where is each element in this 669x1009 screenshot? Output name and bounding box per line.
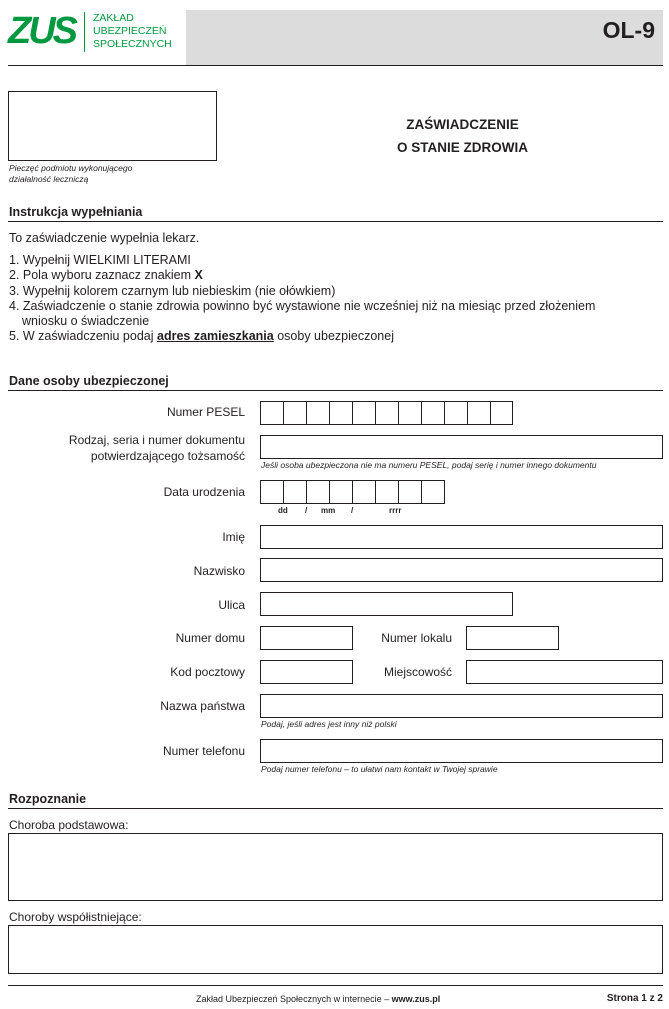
birth-date-input[interactable]: [260, 480, 445, 504]
pesel-cell: [376, 402, 399, 424]
pesel-label: Numer PESEL: [166, 405, 245, 419]
pesel-cell: [399, 402, 422, 424]
last-name-label: Nazwisko: [193, 564, 245, 578]
header-rule: [8, 65, 663, 66]
document-title: [300, 113, 625, 159]
flat-number-label: Numer lokalu: [381, 631, 452, 645]
form-code: OL-9: [602, 17, 655, 43]
birth-date-sep2: /: [351, 506, 354, 515]
footer-rule: [8, 985, 663, 986]
stamp-caption-line1: Pieczęć podmiotu wykonującego: [9, 163, 133, 173]
logo-divider: [84, 12, 85, 52]
diagnosis-heading: Rozpoznanie: [9, 792, 87, 806]
instructions-heading: Instrukcja wypełniania: [9, 205, 143, 219]
postcode-label: Kod pocztowy: [170, 665, 245, 679]
document-label-line2: potwierdzającego tożsamość: [90, 449, 245, 463]
stamp-box[interactable]: [8, 91, 217, 161]
zus-logo: [8, 12, 178, 52]
instruction-3: 3. Wypełnij kolorem czarnym lub niebieskim (nie ołówkiem): [9, 283, 336, 298]
document-hint: Jeśli osoba ubezpieczona nie ma numeru PESEL, podaj serię i numer innego dokumentu: [261, 460, 597, 470]
footer-text: [196, 994, 440, 1004]
instruction-1: 1. Wypełnij WIELKIMI LITERAMI: [9, 253, 191, 267]
first-name-label: Imię: [222, 530, 245, 544]
birth-date-cell: [422, 481, 444, 503]
country-hint: Podaj, jeśli adres jest inny niż polski: [261, 719, 397, 729]
phone-label: Numer telefonu: [162, 744, 245, 758]
org-name-line2: UBEZPIECZEŃ: [93, 25, 167, 37]
birth-date-cell: [284, 481, 307, 503]
pesel-cell: [284, 402, 307, 424]
header: [0, 0, 669, 66]
org-name-line3: SPOŁECZNYCH: [93, 38, 172, 50]
postcode-input[interactable]: [260, 660, 353, 684]
birth-date-yyyy: rrrr: [389, 506, 402, 515]
birth-date-cell: [261, 481, 284, 503]
footer-text-pre: Zakład Ubezpieczeń Społecznych w internecie –: [196, 994, 392, 1004]
coexisting-diseases-label: Choroby współistniejące:: [9, 910, 142, 924]
phone-hint: Podaj numer telefonu – to ułatwi nam kontakt w Twojej sprawie: [261, 764, 498, 774]
flat-number-input[interactable]: [466, 626, 559, 650]
country-input[interactable]: [260, 694, 663, 718]
pesel-cell: [307, 402, 330, 424]
header-band: [186, 10, 663, 66]
instruction-5: [9, 329, 659, 344]
primary-disease-input[interactable]: [8, 833, 663, 901]
birth-date-cell: [307, 481, 330, 503]
birth-date-cell: [399, 481, 422, 503]
stamp-caption: [9, 163, 132, 185]
country-label: Nazwa państwa: [160, 699, 245, 713]
pesel-cell: [491, 402, 512, 424]
instruction-5-pre: 5. W zaświadczeniu podaj: [9, 329, 157, 344]
pesel-cell: [445, 402, 468, 424]
pesel-cell: [261, 402, 284, 424]
title-line1: ZAŚWIADCZENIE: [406, 117, 519, 132]
birth-date-sep1: /: [305, 506, 308, 515]
document-input[interactable]: [260, 435, 663, 459]
phone-input[interactable]: [260, 739, 663, 763]
house-number-input[interactable]: [260, 626, 353, 650]
birth-date-format: [260, 506, 445, 518]
instruction-5-bold: adres zamieszkania: [157, 329, 274, 344]
birth-date-dd: dd: [278, 506, 288, 515]
birth-date-cell: [330, 481, 353, 503]
birth-date-cell: [376, 481, 399, 503]
birth-date-label: Data urodzenia: [163, 485, 245, 499]
document-label: [40, 432, 245, 464]
pesel-cell: [330, 402, 353, 424]
instruction-2-text: 2. Pola wyboru zaznacz znakiem: [9, 268, 195, 283]
instruction-4-line1: 4. Zaświadczenie o stanie zdrowia powinno być wystawione nie wcześniej niż na miesiąc przed złożeniem: [9, 298, 596, 313]
street-label: Ulica: [218, 598, 245, 612]
coexisting-diseases-input[interactable]: [8, 925, 663, 974]
instruction-2-mark: X: [194, 268, 203, 283]
instructions-rule: [8, 221, 663, 222]
page-number: Strona 1 z 2: [606, 993, 663, 1004]
document-label-line1: Rodzaj, seria i numer dokumentu: [68, 433, 245, 447]
first-name-input[interactable]: [260, 525, 663, 549]
pesel-cell: [468, 402, 491, 424]
org-name-line1: ZAKŁAD: [93, 12, 134, 24]
zus-logo-mark: ZUS: [8, 10, 75, 52]
pesel-cell: [422, 402, 445, 424]
instructions-intro: To zaświadczenie wypełnia lekarz.: [9, 231, 200, 245]
pesel-input[interactable]: [260, 401, 513, 425]
birth-date-cell: [353, 481, 376, 503]
person-heading: Dane osoby ubezpieczonej: [9, 374, 169, 388]
org-name: [93, 12, 172, 51]
city-input[interactable]: [466, 660, 663, 684]
primary-disease-label: Choroba podstawowa:: [9, 818, 129, 832]
instructions-list: [9, 253, 659, 345]
person-rule: [8, 390, 663, 391]
last-name-input[interactable]: [260, 558, 663, 582]
instruction-5-post: osoby ubezpieczonej: [273, 329, 394, 344]
city-label: Miejscowość: [383, 665, 452, 679]
instruction-4-line2: wniosku o świadczenie: [22, 314, 150, 329]
house-number-label: Numer domu: [175, 631, 245, 645]
street-input[interactable]: [260, 592, 513, 616]
pesel-cell: [353, 402, 376, 424]
birth-date-mm: mm: [321, 506, 336, 515]
instruction-2: [9, 268, 659, 283]
diagnosis-rule: [8, 808, 663, 809]
title-line2: O STANIE ZDROWIA: [397, 140, 528, 155]
stamp-caption-line2: działalność leczniczą: [9, 174, 89, 184]
footer-url[interactable]: www.zus.pl: [391, 994, 441, 1004]
